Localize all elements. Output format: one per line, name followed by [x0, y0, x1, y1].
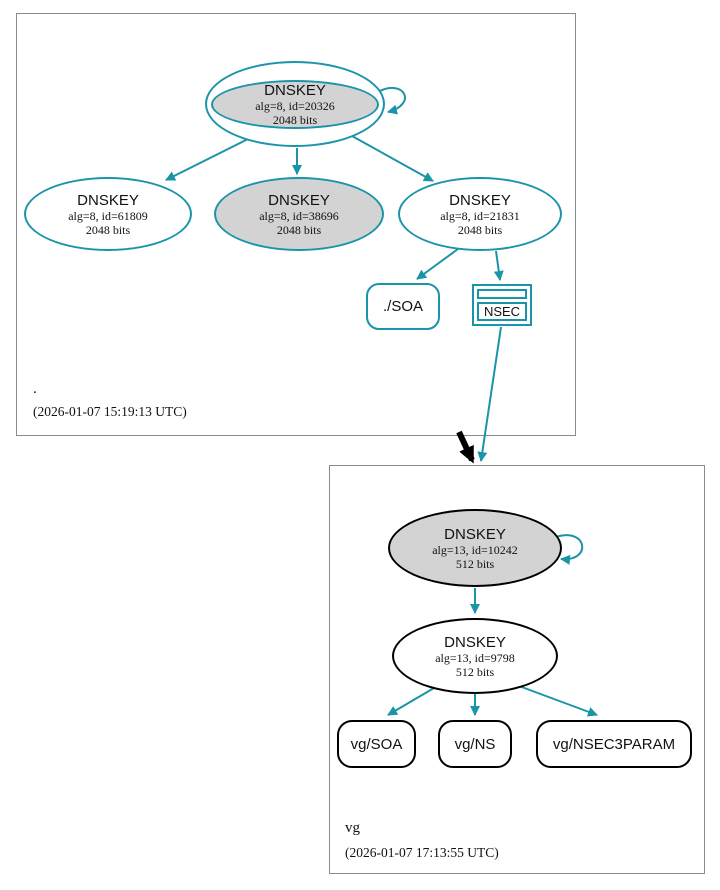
root-ksk-node [205, 61, 385, 147]
root-zsk1-alg-id: alg=8, id=61809 [68, 208, 148, 223]
root-zone-timestamp: (2026-01-07 15:19:13 UTC) [33, 404, 187, 419]
root-ksk-bits: 2048 bits [272, 112, 318, 127]
vg-nsec3param-label: vg/NSEC3PARAM [552, 735, 676, 753]
edge-delegation-root-to-vg [459, 432, 472, 460]
vg-ksk-alg-id: alg=13, id=10242 [432, 542, 518, 557]
root-nsec-node [472, 284, 532, 326]
vg-zsk-bits: 512 bits [455, 664, 495, 679]
root-ksk-alg-id: alg=8, id=20326 [255, 98, 335, 113]
root-ksk-inner [211, 80, 379, 129]
vg-zsk-node [392, 618, 558, 694]
root-zsk2-node [214, 177, 384, 251]
vg-ns-rrset [438, 720, 512, 768]
root-zsk3-node [398, 177, 562, 251]
vg-ksk-bits: 512 bits [455, 556, 495, 571]
root-zsk1-title: DNSKEY [77, 191, 139, 209]
root-zsk1-node [24, 177, 192, 251]
root-zsk2-bits: 2048 bits [276, 222, 322, 237]
vg-soa-label: vg/SOA [350, 735, 403, 753]
vg-nsec3param-rrset [536, 720, 692, 768]
vg-zone-name: vg [345, 820, 360, 836]
root-zsk2-title: DNSKEY [268, 191, 330, 209]
root-zsk2-alg-id: alg=8, id=38696 [259, 208, 339, 223]
root-zsk3-bits: 2048 bits [457, 222, 503, 237]
root-zsk1-bits: 2048 bits [85, 222, 131, 237]
root-ksk-title: DNSKEY [264, 81, 326, 99]
nsec-header-strip [477, 289, 527, 299]
vg-zone-timestamp: (2026-01-07 17:13:55 UTC) [345, 845, 499, 860]
root-soa-rrset [366, 283, 440, 330]
vg-ns-label: vg/NS [454, 735, 496, 753]
root-soa-label: ./SOA [382, 298, 423, 315]
vg-ksk-title: DNSKEY [444, 525, 506, 543]
root-nsec-label: NSEC [477, 302, 527, 321]
root-zone-name: . [33, 381, 37, 397]
root-zsk3-title: DNSKEY [449, 191, 511, 209]
vg-zsk-alg-id: alg=13, id=9798 [435, 650, 515, 665]
root-zsk3-alg-id: alg=8, id=21831 [440, 208, 520, 223]
vg-ksk-node [388, 509, 562, 587]
vg-zsk-title: DNSKEY [444, 633, 506, 651]
vg-soa-rrset [337, 720, 416, 768]
